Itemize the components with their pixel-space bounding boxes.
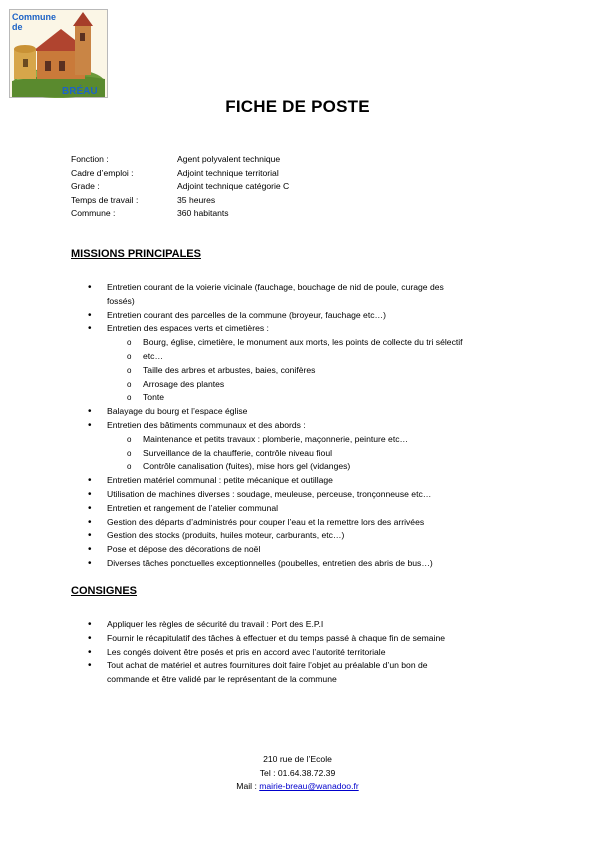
info-row-temps <box>71 194 289 208</box>
info-value: Adjoint technique territorial <box>177 167 279 178</box>
list-item: • Appliquer les règles de sécurité du travail : Port des E.P.I <box>107 618 527 632</box>
list-item: • Entretien des espaces verts et cimetières : <box>107 322 527 336</box>
page-title: FICHE DE POSTE <box>225 97 370 116</box>
sub-list-item: o Surveillance de la chaufferie, contrôle niveau fioul <box>107 447 527 461</box>
list-item: • Pose et dépose des décorations de noël <box>107 543 527 557</box>
logo-text-de: de <box>12 22 23 32</box>
footer-mail-link[interactable]: mairie-breau@wanadoo.fr <box>259 781 359 791</box>
info-key: Commune : <box>71 208 116 219</box>
info-row-grade <box>71 180 289 194</box>
sub-list-item: o Contrôle canalisation (fuites), mise hors gel (vidanges) <box>107 460 527 474</box>
info-key: Cadre d’emploi : <box>71 167 134 178</box>
info-key: Fonction : <box>71 154 109 164</box>
list-item: • Entretien matériel communal : petite mécanique et outillage <box>107 474 527 488</box>
list-item: • Diverses tâches ponctuelles exceptionnelles (poubelles, entretien des abris de bus…) <box>107 557 527 571</box>
footer-contact <box>0 753 595 794</box>
list-item: • Fournir le récapitulatif des tâches à effectuer et du temps passé à chaque fin de semaine <box>107 632 527 646</box>
logo-text-commune: Commune <box>12 12 57 22</box>
footer-address: 210 rue de l’Ecole <box>263 754 332 764</box>
sub-list-item: o Arrosage des plantes <box>107 378 527 392</box>
list-item: • Gestion des stocks (produits, huiles moteur, carburants, etc…) <box>107 529 527 543</box>
sub-list-item-text: etc… <box>143 350 164 361</box>
info-key: Grade : <box>71 181 100 192</box>
list-item: • Les congés doivent être posés et pris en accord avec l’autorité territoriale <box>107 646 527 660</box>
list-item: • Utilisation de machines diverses : soudage, meuleuse, perceuse, tronçonneuse etc… <box>107 488 527 502</box>
footer-mail-label: Mail : <box>236 781 260 791</box>
list-item-continuation: fossés) <box>107 295 135 306</box>
info-value: Adjoint technique catégorie C <box>177 181 290 192</box>
sub-list-item: o Maintenance et petits travaux : plomberie, maçonnerie, peinture etc… <box>107 433 527 447</box>
logo-text-breau: BRÉAU <box>62 86 98 97</box>
footer-mail-line <box>0 780 595 794</box>
church-logo-image <box>9 9 108 98</box>
info-key: Temps de travail : <box>71 194 139 205</box>
sub-list-item: o Bourg, église, cimetière, le monument aux morts, les points de collecte du tri sélectif <box>107 336 527 350</box>
sub-list-item-continuation <box>107 350 527 364</box>
list-item: • Tout achat de matériel et autres fournitures doit faire l’objet au préalable d’un bon de <box>107 659 527 673</box>
sub-list-item: o Taille des arbres et arbustes, baies, conifères <box>107 364 527 378</box>
info-row-commune <box>71 207 289 221</box>
list-item: • Entretien courant des parcelles de la commune (broyeur, fauchage etc…) <box>107 309 527 323</box>
info-value: 35 heures <box>177 194 216 205</box>
info-row-fonction <box>71 153 289 167</box>
list-item: • Entretien des bâtiments communaux et des abords : <box>107 419 527 433</box>
footer-tel: Tel : 01.64.38.72.39 <box>259 767 336 778</box>
list-item: • Entretien et rangement de l’atelier communal <box>107 502 527 516</box>
consignes-heading: CONSIGNES <box>71 585 138 597</box>
list-item: • Balayage du bourg et l’espace église <box>107 405 527 419</box>
info-value: Agent polyvalent technique <box>177 154 281 164</box>
missions-list <box>107 281 527 571</box>
info-value: 360 habitants <box>177 208 229 219</box>
list-item: • Gestion des départs d’administrés pour couper l’eau et la remettre lors des arrivées <box>107 516 527 530</box>
job-info-table <box>71 153 289 221</box>
list-item: • Entretien courant de la voierie vicinale (fauchage, bouchage de nid de poule, curage des <box>107 281 527 295</box>
consignes-list <box>107 618 527 687</box>
info-row-cadre <box>71 167 289 181</box>
list-item-continuation: commande et être validé par le représentant de la commune <box>107 674 337 685</box>
commune-logo <box>9 9 108 98</box>
sub-list-item: o Tonte <box>107 391 527 405</box>
missions-heading: MISSIONS PRINCIPALES <box>71 248 201 260</box>
